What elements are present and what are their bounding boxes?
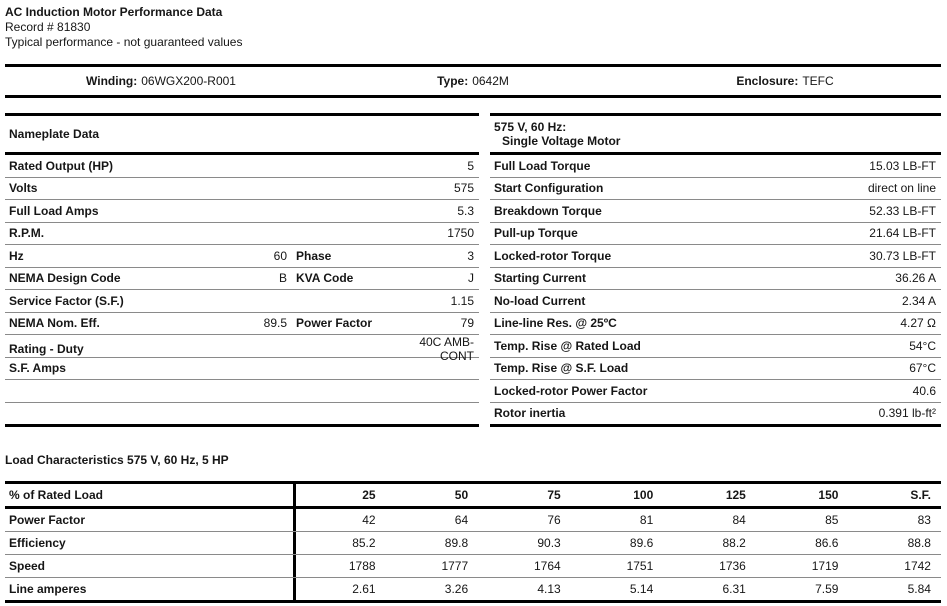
cell-value: 89.8 <box>444 536 469 550</box>
cell-value: 89.6 <box>629 536 654 550</box>
row-label: Breakdown Torque <box>494 203 602 218</box>
table-row-empty <box>5 402 479 425</box>
winding-cell <box>5 67 317 95</box>
cell-value: 5.14 <box>629 582 654 596</box>
type-cell <box>317 67 629 95</box>
type-label: Type: <box>437 74 469 88</box>
row-value: 4.27 Ω <box>900 316 936 331</box>
row-mid-value: 89.5 <box>263 316 287 331</box>
cell-value: 2.61 <box>293 578 386 600</box>
table-row <box>5 531 941 554</box>
cell-value: 90.3 <box>537 536 561 550</box>
column-header: 75 <box>547 488 561 502</box>
row-label: Service Factor (S.F.) <box>9 293 124 308</box>
row-label: Efficiency <box>9 536 66 550</box>
cell-value: 1719 <box>811 559 839 573</box>
cell-value: 88.2 <box>722 536 746 550</box>
record-number: Record # 81830 <box>5 20 91 34</box>
row-value: 1750 <box>447 226 474 241</box>
table-row <box>5 199 479 222</box>
row-label: NEMA Nom. Eff. <box>9 316 100 331</box>
cell-value: 1751 <box>626 559 654 573</box>
row-label: Rating - Duty <box>9 342 84 356</box>
row-mid-value: B <box>278 271 287 286</box>
row-label: Locked-rotor Torque <box>494 248 612 263</box>
cell-value: 81 <box>639 513 654 527</box>
row-value: 30.73 LB-FT <box>869 248 936 263</box>
column-header: 125 <box>725 488 746 502</box>
load-characteristics-table <box>5 481 941 603</box>
row-label: Pull-up Torque <box>494 226 578 241</box>
table-row <box>5 267 479 290</box>
table-row <box>5 155 479 177</box>
cell-value: 83 <box>917 513 931 527</box>
row-mid-value: 60 <box>273 248 287 263</box>
cell-value: 42 <box>293 509 386 531</box>
row-value: 40C AMB-CONT <box>419 335 474 363</box>
table-row <box>5 289 479 312</box>
column-header: 100 <box>633 488 654 502</box>
row-label: Full Load Torque <box>494 158 591 173</box>
table-row <box>5 177 479 200</box>
cell-value: 76 <box>547 513 561 527</box>
cell-value: 85.2 <box>293 532 386 554</box>
row-label: No-load Current <box>494 293 586 308</box>
table-row <box>490 155 941 177</box>
cell-value: 1788 <box>293 555 386 577</box>
row-value: 5 <box>467 158 474 173</box>
table-row <box>5 312 479 335</box>
cell-value: 7.59 <box>815 582 839 596</box>
row-label: Locked-rotor Power Factor <box>494 383 648 398</box>
row-label-2: Power Factor <box>296 316 373 331</box>
row-value: 15.03 LB-FT <box>869 158 936 173</box>
page-title: AC Induction Motor Performance Data <box>5 5 223 19</box>
load-table-header-row <box>5 484 941 509</box>
table-row <box>490 402 941 425</box>
table-row <box>490 199 941 222</box>
row-value: J <box>468 271 474 286</box>
winding-value: 06WGX200-R001 <box>141 74 236 88</box>
row-value: 1.15 <box>450 293 474 308</box>
row-label: Power Factor <box>9 513 86 527</box>
row-value: 0.391 lb-ft² <box>878 406 936 421</box>
voltage-title-line1: 575 V, 60 Hz: <box>494 120 567 134</box>
voltage-table <box>490 113 941 427</box>
row-label: S.F. Amps <box>9 361 66 376</box>
table-row <box>490 177 941 200</box>
row-value: 3 <box>467 248 474 263</box>
voltage-table-header <box>490 116 941 155</box>
row-label: NEMA Design Code <box>9 271 121 286</box>
column-header: 150 <box>818 488 839 502</box>
row-value: 40.6 <box>912 383 936 398</box>
row-value: 575 <box>453 181 474 196</box>
row-value: 36.26 A <box>895 271 936 286</box>
main-tables <box>5 113 941 427</box>
cell-value: 1736 <box>719 559 746 573</box>
cell-value: 4.13 <box>537 582 561 596</box>
row-value: 52.33 LB-FT <box>869 203 936 218</box>
winding-label: Winding: <box>86 74 138 88</box>
row-label-2: Phase <box>296 248 332 263</box>
doc-header <box>5 5 941 50</box>
table-row <box>490 222 941 245</box>
nameplate-title: Nameplate Data <box>9 127 100 141</box>
row-value: 79 <box>460 316 474 331</box>
load-characteristics-title: Load Characteristics 575 V, 60 Hz, 5 HP <box>5 453 229 467</box>
enclosure-value: TEFC <box>802 74 834 88</box>
row-value: 5.3 <box>457 203 474 218</box>
row-value: 2.34 A <box>901 293 936 308</box>
enclosure-label: Enclosure: <box>736 74 799 88</box>
cell-value: 1742 <box>904 559 931 573</box>
table-row <box>5 244 479 267</box>
cell-value: 6.31 <box>722 582 746 596</box>
table-row <box>5 222 479 245</box>
row-label: Line amperes <box>9 582 87 596</box>
column-header: 25 <box>293 484 386 506</box>
table-row <box>490 289 941 312</box>
cell-value: 1777 <box>441 559 469 573</box>
row-value: 54°C <box>909 338 936 353</box>
table-row <box>490 267 941 290</box>
table-row <box>5 577 941 600</box>
column-header: S.F. <box>910 488 931 502</box>
type-value: 0642M <box>472 74 509 88</box>
table-row <box>490 357 941 380</box>
row-label: R.P.M. <box>9 226 45 241</box>
cell-value: 84 <box>732 513 746 527</box>
row-label: Speed <box>9 559 46 573</box>
nameplate-table <box>5 113 479 427</box>
column-header: % of Rated Load <box>9 488 104 502</box>
row-value: 67°C <box>909 361 936 376</box>
table-row <box>490 379 941 402</box>
enclosure-cell <box>629 67 941 95</box>
row-label-2: KVA Code <box>296 271 354 286</box>
row-label: Temp. Rise @ Rated Load <box>494 338 641 353</box>
table-row <box>5 509 941 531</box>
column-header: 50 <box>454 488 469 502</box>
cell-value: 86.6 <box>815 536 839 550</box>
cell-value: 3.26 <box>444 582 469 596</box>
voltage-title-line2: Single Voltage Motor <box>502 134 621 148</box>
row-value: 21.64 LB-FT <box>869 226 936 241</box>
info-bar <box>5 64 941 98</box>
row-label: Full Load Amps <box>9 203 99 218</box>
row-label: Starting Current <box>494 271 587 286</box>
row-label: Rated Output (HP) <box>9 158 113 173</box>
cell-value: 85 <box>825 513 839 527</box>
row-label: Volts <box>9 181 38 196</box>
row-label: Temp. Rise @ S.F. Load <box>494 361 629 376</box>
table-row <box>5 334 479 363</box>
row-label: Hz <box>9 248 24 263</box>
table-row <box>5 554 941 577</box>
cell-value: 1764 <box>534 559 561 573</box>
disclaimer-note: Typical performance - not guaranteed values <box>5 35 243 49</box>
cell-value: 5.84 <box>907 582 931 596</box>
cell-value: 88.8 <box>907 536 931 550</box>
table-row <box>490 244 941 267</box>
row-label: Rotor inertia <box>494 406 566 421</box>
row-value: direct on line <box>867 181 936 196</box>
nameplate-table-header <box>5 116 479 155</box>
row-label: Line-line Res. @ 25ºC <box>494 316 617 331</box>
table-row <box>490 312 941 335</box>
table-row <box>490 334 941 357</box>
cell-value: 64 <box>454 513 469 527</box>
table-row-empty <box>5 379 479 402</box>
row-label: Start Configuration <box>494 181 604 196</box>
